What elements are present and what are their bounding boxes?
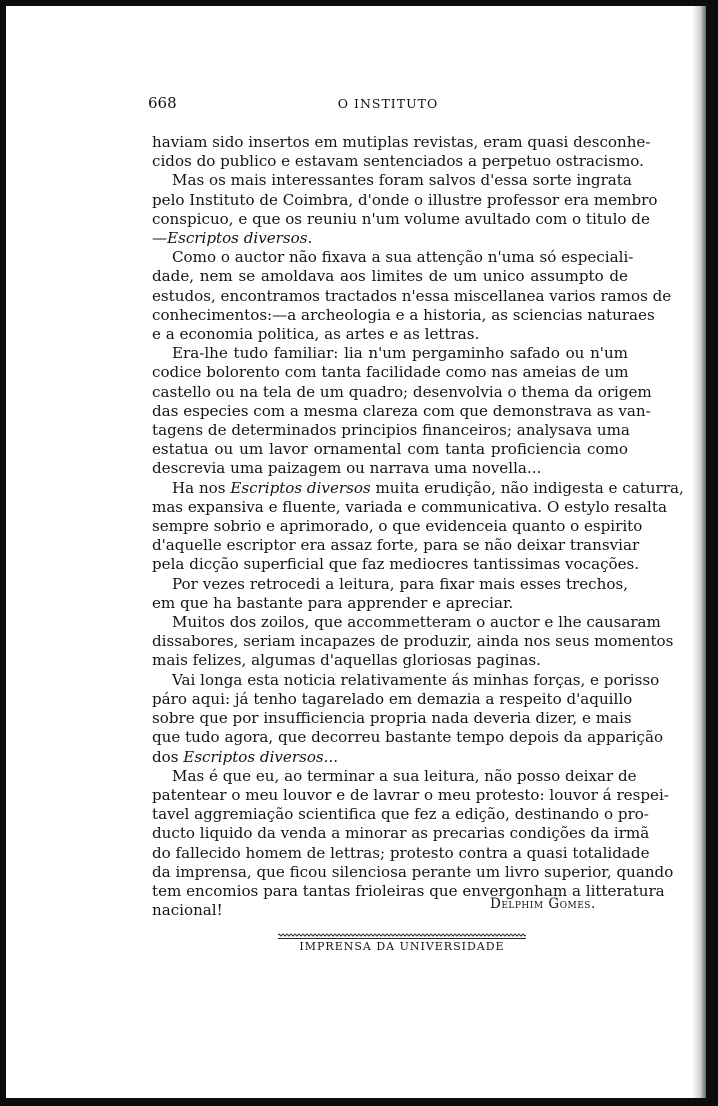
text-line: haviam sido insertos em mutiplas revistas, eram quasi desconhe-: [152, 133, 651, 151]
text-line: estatua ou um lavor ornamental com tanta proficiencia como: [152, 440, 628, 459]
paragraph: [152, 248, 672, 344]
text-line: do fallecido homem de lettras; protesto contra a quasi totalidade: [152, 843, 650, 862]
text-line: da imprensa, que ficou silenciosa perante um livro superior, quando: [152, 862, 674, 881]
text-line: Ha nos Escriptos diversos muita erudição, não indigesta e caturra,: [172, 478, 684, 497]
article-body: [152, 133, 684, 920]
text-line: sempre sobrio e aprimorado, o que evidenceia quanto o espirito: [152, 517, 643, 536]
text-line: Mas é que eu, ao terminar a sua leitura, não posso deixar de: [172, 766, 637, 785]
text-line: descrevia uma paizagem ou narrava uma novella...: [152, 459, 542, 478]
text-line: castello ou na tela de um quadro; desenvolvia o thema da origem: [152, 382, 652, 401]
paragraph: [152, 670, 664, 767]
decorative-wavy-rule: [278, 933, 526, 939]
book-page: [6, 6, 706, 1098]
paragraph: [152, 344, 652, 478]
text-line: pela dicção superficial que faz mediocres tantissimas vocações.: [152, 555, 640, 574]
text-line: Vai longa esta noticia relativamente ás minhas forças, e porisso: [172, 670, 660, 689]
italic-title: Escriptos diversos: [183, 747, 324, 766]
page-edge-shadow: [692, 6, 706, 1098]
text-line: em que ha bastante para apprender e apreciar.: [152, 593, 514, 612]
printer-imprint: IMPRENSA DA UNIVERSIDADE: [299, 940, 505, 953]
text-line: conhecimentos:—a archeologia e a historia, as sciencias naturaes: [152, 305, 655, 324]
page-header: [148, 94, 628, 114]
text-line: Mas os mais interessantes foram salvos d'essa sorte ingrata: [172, 171, 632, 190]
paragraph: [152, 478, 684, 575]
text-line: nacional!: [152, 901, 223, 920]
text-line: Por vezes retrocedi a leitura, para fixar mais esses trechos,: [172, 574, 628, 593]
text-line: dissabores, seriam incapazes de produzir, ainda nos seus momentos: [152, 632, 674, 651]
text-line: dos Escriptos diversos...: [152, 747, 339, 766]
text-line: mas expansiva e fluente, variada e communicativa. O estylo resalta: [152, 497, 667, 516]
text-line: conspicuo, e que os reuniu n'um volume avultado com o titulo de: [152, 209, 650, 228]
text-line: sobre que por insufficiencia propria nada deveria dizer, e mais: [152, 709, 632, 728]
text-line: Muitos dos zoilos, que accommetteram o auctor e lhe causaram: [172, 613, 661, 632]
text-line: codice bolorento com tanta facilidade como nas ameias de um: [152, 363, 629, 382]
text-line: mais felizes, algumas d'aquellas gloriosas paginas.: [152, 651, 541, 670]
text-line: Como o auctor não fixava a sua attenção n'uma só especiali-: [172, 248, 634, 267]
paragraph: [152, 575, 628, 613]
page-number: 668: [148, 94, 177, 112]
text-line: que tudo agora, que decorreu bastante tempo depois da apparição: [152, 728, 664, 747]
text-line: tem encomios para tantas frioleiras que envergonham a litteratura: [152, 881, 665, 900]
text-line: tavel aggremiação scientifica que fez a edição, destinando o pro-: [152, 805, 649, 824]
text-line: páro aqui: já tenho tagarelado em demazia a respeito d'aquillo: [152, 689, 633, 708]
text-line: das especies com a mesma clareza com que demonstrava as van-: [152, 401, 651, 420]
text-line: ducto liquido da venda a minorar as precarias condições da irmã: [152, 824, 650, 843]
text-line: d'aquelle escriptor era assaz forte, para se não deixar transviar: [152, 536, 640, 555]
text-line: e a economia politica, as artes e as lettras.: [152, 325, 480, 344]
text-line: tagens de determinados principios financeiros; analysava uma: [152, 421, 630, 440]
text-line: estudos, encontramos tractados n'essa miscellanea varios ramos de: [152, 286, 672, 305]
text-line: pelo Instituto de Coimbra, d'onde o illustre professor era membro: [152, 190, 658, 209]
paragraph: [152, 171, 658, 248]
text-line: cidos do publico e estavam sentenciados a perpetuo ostracismo.: [152, 152, 644, 171]
italic-title: Escriptos diversos: [230, 478, 371, 497]
italic-title: Escriptos diversos: [167, 229, 308, 248]
paragraph: [152, 613, 674, 671]
text-line: patentear o meu louvor e de lavrar o meu protesto: louvor á respei-: [152, 785, 669, 804]
paragraph: [152, 133, 651, 171]
text-line: dade, nem se amoldava aos limites de um unico assumpto de: [152, 267, 628, 286]
text-line: Era-lhe tudo familiar: lia n'um pergaminho safado ou n'um: [172, 344, 628, 363]
text-line: —Escriptos diversos.: [152, 229, 313, 248]
running-head: O INSTITUTO: [337, 96, 439, 111]
author-signature: Delphim Gomes.: [490, 896, 596, 912]
